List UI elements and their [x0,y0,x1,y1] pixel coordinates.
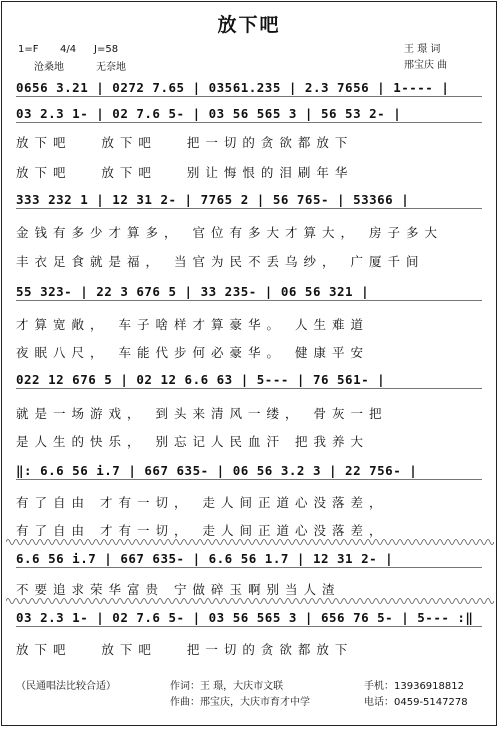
time-signature: 4/4 [60,44,77,55]
song-title: 放下吧 [217,14,281,36]
lyric-line: 有了自由 才有一切， 走人间正道心没落差， [16,523,388,538]
notation-line: ‖: 6.6 56 i.7 | 667 635- | 06 56 3.2 3 | 22 756- | [16,463,482,480]
composer-contact: 作曲：邢宝庆，大庆市育才中学 [170,697,310,708]
tempo-marking: J=58 [94,44,119,55]
lyric-line: 是人生的快乐， 别忘记人民血汗 把我养大 [16,434,369,449]
lyric-line: 放下吧 放下吧 把一切的贪欲都放下 [16,642,354,657]
expression-right: 无奈地 [96,62,126,73]
lyricist-contact: 作词：王 璟，大庆市文联 [170,681,284,692]
lyric-line: 金钱有多少才算多， 官位有多大才算大， 房子多大 [16,225,443,240]
lyric-line: 放下吧 放下吧 别让悔恨的泪刷年华 [16,165,354,180]
singing-style-note: （民通唱法比较合适） [16,681,116,692]
notation-line: 55 323- | 22 3 676 5 | 33 235- | 06 56 321 | [16,284,482,301]
notation-line: 0656 3.21 | 0272 7.65 | 03561.235 | 2.3 7656 | 1---- | [16,80,482,97]
phone-number: 电话：0459-5147278 [364,697,468,708]
lyricist-credit: 王 璟 词 [404,44,441,55]
notation-line: 03 2.3 1- | 02 7.6 5- | 03 56 565 3 | 56 53 2- | [16,106,482,123]
notation-line: 6.6 56 i.7 | 667 635- | 6.6 56 1.7 | 12 31 2- | [16,551,482,568]
lyric-line: 才算宽敞， 车子啥样才算豪华。 人生难道 [16,317,369,332]
section-wave-border [6,594,494,608]
composer-credit: 邢宝庆 曲 [404,60,448,71]
lyric-line: 丰衣足食就是福， 当官为民不丢乌纱， 广厦千间 [16,254,425,269]
lyric-line: 有了自由 才有一切， 走人间正道心没落差， [16,495,388,510]
lyric-line: 不要追求荣华富贵 宁做碎玉啊别当人渣 [16,582,341,597]
notation-line: 333 232 1 | 12 31 2- | 7765 2 | 56 765- | 53366 | [16,192,482,209]
lyric-line: 放下吧 放下吧 把一切的贪欲都放下 [16,135,354,150]
expression-left: 沧桑地 [34,62,64,73]
score-sheet [1,1,497,726]
notation-line: 022 12 676 5 | 02 12 6.6 63 | 5--- | 76 561- | [16,372,482,389]
key-signature: 1=F [18,44,39,55]
mobile-number: 手机：13936918812 [364,681,464,692]
lyric-line: 夜眠八尺， 车能代步何必豪华。 健康平安 [16,345,369,360]
lyric-line: 就是一场游戏， 到头来清风一缕， 骨灰一把 [16,406,388,421]
section-wave-border [6,535,494,549]
notation-line: 03 2.3 1- | 02 7.6 5- | 03 56 565 3 | 656 76 5- | 5--- :‖ [16,610,482,627]
